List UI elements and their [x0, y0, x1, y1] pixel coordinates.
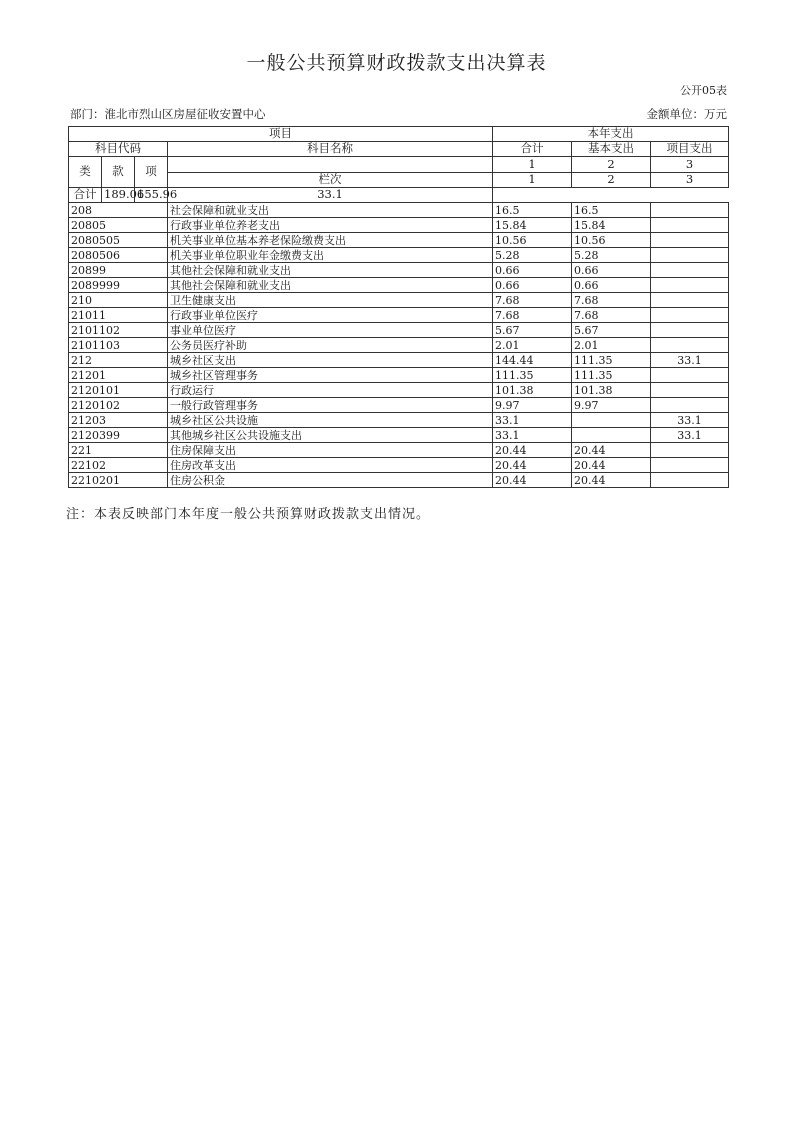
subject-name: 机关事业单位基本养老保险缴费支出	[168, 233, 493, 248]
table-row	[69, 338, 729, 353]
header-xiang: 项	[135, 157, 168, 188]
subject-name: 城乡社区管理事务	[168, 368, 493, 383]
amount-project	[651, 398, 729, 413]
amount-project: 33.1	[651, 353, 729, 368]
subject-name: 其他城乡社区公共设施支出	[168, 428, 493, 443]
amount-basic: 20.44	[572, 458, 651, 473]
amount-total: 10.56	[493, 233, 572, 248]
amount-basic: 0.66	[572, 278, 651, 293]
col-number-3: 3	[651, 157, 729, 173]
subject-code: 21203	[69, 413, 168, 428]
amount-basic: 20.44	[572, 443, 651, 458]
subject-name: 住房公积金	[168, 473, 493, 488]
header-project-expense: 项目支出	[651, 142, 729, 157]
table-row	[69, 428, 729, 443]
amount-basic: 2.01	[572, 338, 651, 353]
amount-basic: 9.97	[572, 398, 651, 413]
amount-basic: 111.35	[572, 368, 651, 383]
subject-name: 行政运行	[168, 383, 493, 398]
subject-code: 2080506	[69, 248, 168, 263]
amount-basic: 7.68	[572, 293, 651, 308]
table-row	[69, 383, 729, 398]
amount-basic: 15.84	[572, 218, 651, 233]
header-row-1	[69, 127, 729, 142]
amount-project	[651, 308, 729, 323]
header-subject-name: 科目名称	[168, 142, 493, 157]
amount-total: 7.68	[493, 308, 572, 323]
amount-total: 5.28	[493, 248, 572, 263]
form-number: 公开05表	[680, 84, 727, 97]
amount-basic: 5.28	[572, 248, 651, 263]
amount-total: 9.97	[493, 398, 572, 413]
subject-name: 其他社会保障和就业支出	[168, 263, 493, 278]
amount-project	[651, 218, 729, 233]
subject-code: 2120101	[69, 383, 168, 398]
amount-basic: 0.66	[572, 263, 651, 278]
header-lanci: 栏次	[168, 172, 493, 188]
col-number-1: 1	[493, 157, 572, 173]
table-row	[69, 368, 729, 383]
amount-total: 5.67	[493, 323, 572, 338]
subject-name: 卫生健康支出	[168, 293, 493, 308]
amount-basic	[572, 428, 651, 443]
amount-project	[651, 458, 729, 473]
subject-code: 2210201	[69, 473, 168, 488]
subject-code: 221	[69, 443, 168, 458]
amount-basic: 20.44	[572, 473, 651, 488]
amount-basic: 101.38	[572, 383, 651, 398]
amount-project	[651, 233, 729, 248]
amount-project	[651, 293, 729, 308]
header-lei: 类	[69, 157, 102, 188]
table-row	[69, 263, 729, 278]
subject-code: 20805	[69, 218, 168, 233]
table-row	[69, 278, 729, 293]
subject-name: 公务员医疗补助	[168, 338, 493, 353]
amount-basic: 10.56	[572, 233, 651, 248]
lanci-1: 1	[493, 172, 572, 188]
amount-total: 15.84	[493, 218, 572, 233]
subject-code: 208	[69, 203, 168, 218]
header-basic: 基本支出	[572, 142, 651, 157]
amount-total: 20.44	[493, 473, 572, 488]
sum-project: 33.1	[168, 188, 493, 203]
table-row	[69, 248, 729, 263]
subject-code: 212	[69, 353, 168, 368]
subject-name: 其他社会保障和就业支出	[168, 278, 493, 293]
amount-project	[651, 383, 729, 398]
table-row	[69, 203, 729, 218]
amount-basic: 16.5	[572, 203, 651, 218]
amount-project	[651, 473, 729, 488]
amount-total: 16.5	[493, 203, 572, 218]
subject-name: 住房改革支出	[168, 458, 493, 473]
table-row	[69, 473, 729, 488]
table-row	[69, 458, 729, 473]
page-title: 一般公共预算财政拨款支出决算表	[246, 52, 547, 74]
table-row	[69, 218, 729, 233]
amount-project	[651, 323, 729, 338]
subject-name: 社会保障和就业支出	[168, 203, 493, 218]
amount-project	[651, 368, 729, 383]
table-row	[69, 293, 729, 308]
amount-total: 33.1	[493, 413, 572, 428]
amount-total: 20.44	[493, 458, 572, 473]
amount-project	[651, 203, 729, 218]
lanci-3: 3	[651, 172, 729, 188]
amount-basic: 111.35	[572, 353, 651, 368]
subject-code: 21201	[69, 368, 168, 383]
amount-project	[651, 248, 729, 263]
table-row	[69, 233, 729, 248]
subject-name: 机关事业单位职业年金缴费支出	[168, 248, 493, 263]
amount-total: 33.1	[493, 428, 572, 443]
table-row	[69, 443, 729, 458]
department-label: 部门：淮北市烈山区房屋征收安置中心	[70, 107, 266, 121]
subject-name: 行政事业单位养老支出	[168, 218, 493, 233]
subject-code: 20899	[69, 263, 168, 278]
subject-code: 2080505	[69, 233, 168, 248]
amount-basic: 7.68	[572, 308, 651, 323]
header-subject-code: 科目代码	[69, 142, 168, 157]
amount-project: 33.1	[651, 413, 729, 428]
subject-code: 210	[69, 293, 168, 308]
table-row	[69, 413, 729, 428]
sum-label: 合计	[69, 188, 102, 203]
amount-basic	[572, 413, 651, 428]
table-row	[69, 398, 729, 413]
header-kuan: 款	[102, 157, 135, 188]
sum-total: 189.06	[102, 188, 135, 203]
lanci-2: 2	[572, 172, 651, 188]
amount-total: 101.38	[493, 383, 572, 398]
header-row-2	[69, 142, 729, 157]
subject-name: 城乡社区公共设施	[168, 413, 493, 428]
table-row	[69, 353, 729, 368]
amount-total: 7.68	[493, 293, 572, 308]
amount-project	[651, 278, 729, 293]
amount-project	[651, 263, 729, 278]
header-current-year: 本年支出	[493, 127, 729, 142]
expenditure-table	[68, 126, 729, 488]
amount-total: 2.01	[493, 338, 572, 353]
table-note: 注：本表反映部门本年度一般公共预算财政拨款支出情况。	[66, 507, 431, 522]
amount-total: 144.44	[493, 353, 572, 368]
table-row	[69, 323, 729, 338]
header-total: 合计	[493, 142, 572, 157]
amount-project: 33.1	[651, 428, 729, 443]
sum-basic: 155.96	[135, 188, 168, 203]
subject-code: 2101103	[69, 338, 168, 353]
subject-name: 一般行政管理事务	[168, 398, 493, 413]
subject-name: 行政事业单位医疗	[168, 308, 493, 323]
amount-project	[651, 338, 729, 353]
subject-code: 2089999	[69, 278, 168, 293]
table-row	[69, 308, 729, 323]
subject-code: 21011	[69, 308, 168, 323]
subject-code: 2120102	[69, 398, 168, 413]
subject-code: 22102	[69, 458, 168, 473]
header-project: 项目	[69, 127, 493, 142]
amount-basic: 5.67	[572, 323, 651, 338]
sum-row	[69, 188, 729, 203]
amount-total: 0.66	[493, 278, 572, 293]
subject-name: 事业单位医疗	[168, 323, 493, 338]
amount-total: 20.44	[493, 443, 572, 458]
amount-project	[651, 443, 729, 458]
amount-total: 111.35	[493, 368, 572, 383]
amount-unit-label: 金额单位：万元	[646, 107, 727, 121]
subject-code: 2120399	[69, 428, 168, 443]
lanci-row	[69, 172, 729, 188]
subject-name: 住房保障支出	[168, 443, 493, 458]
subject-code: 2101102	[69, 323, 168, 338]
col-number-2: 2	[572, 157, 651, 173]
amount-total: 0.66	[493, 263, 572, 278]
subject-name: 城乡社区支出	[168, 353, 493, 368]
header-blank	[168, 157, 493, 173]
